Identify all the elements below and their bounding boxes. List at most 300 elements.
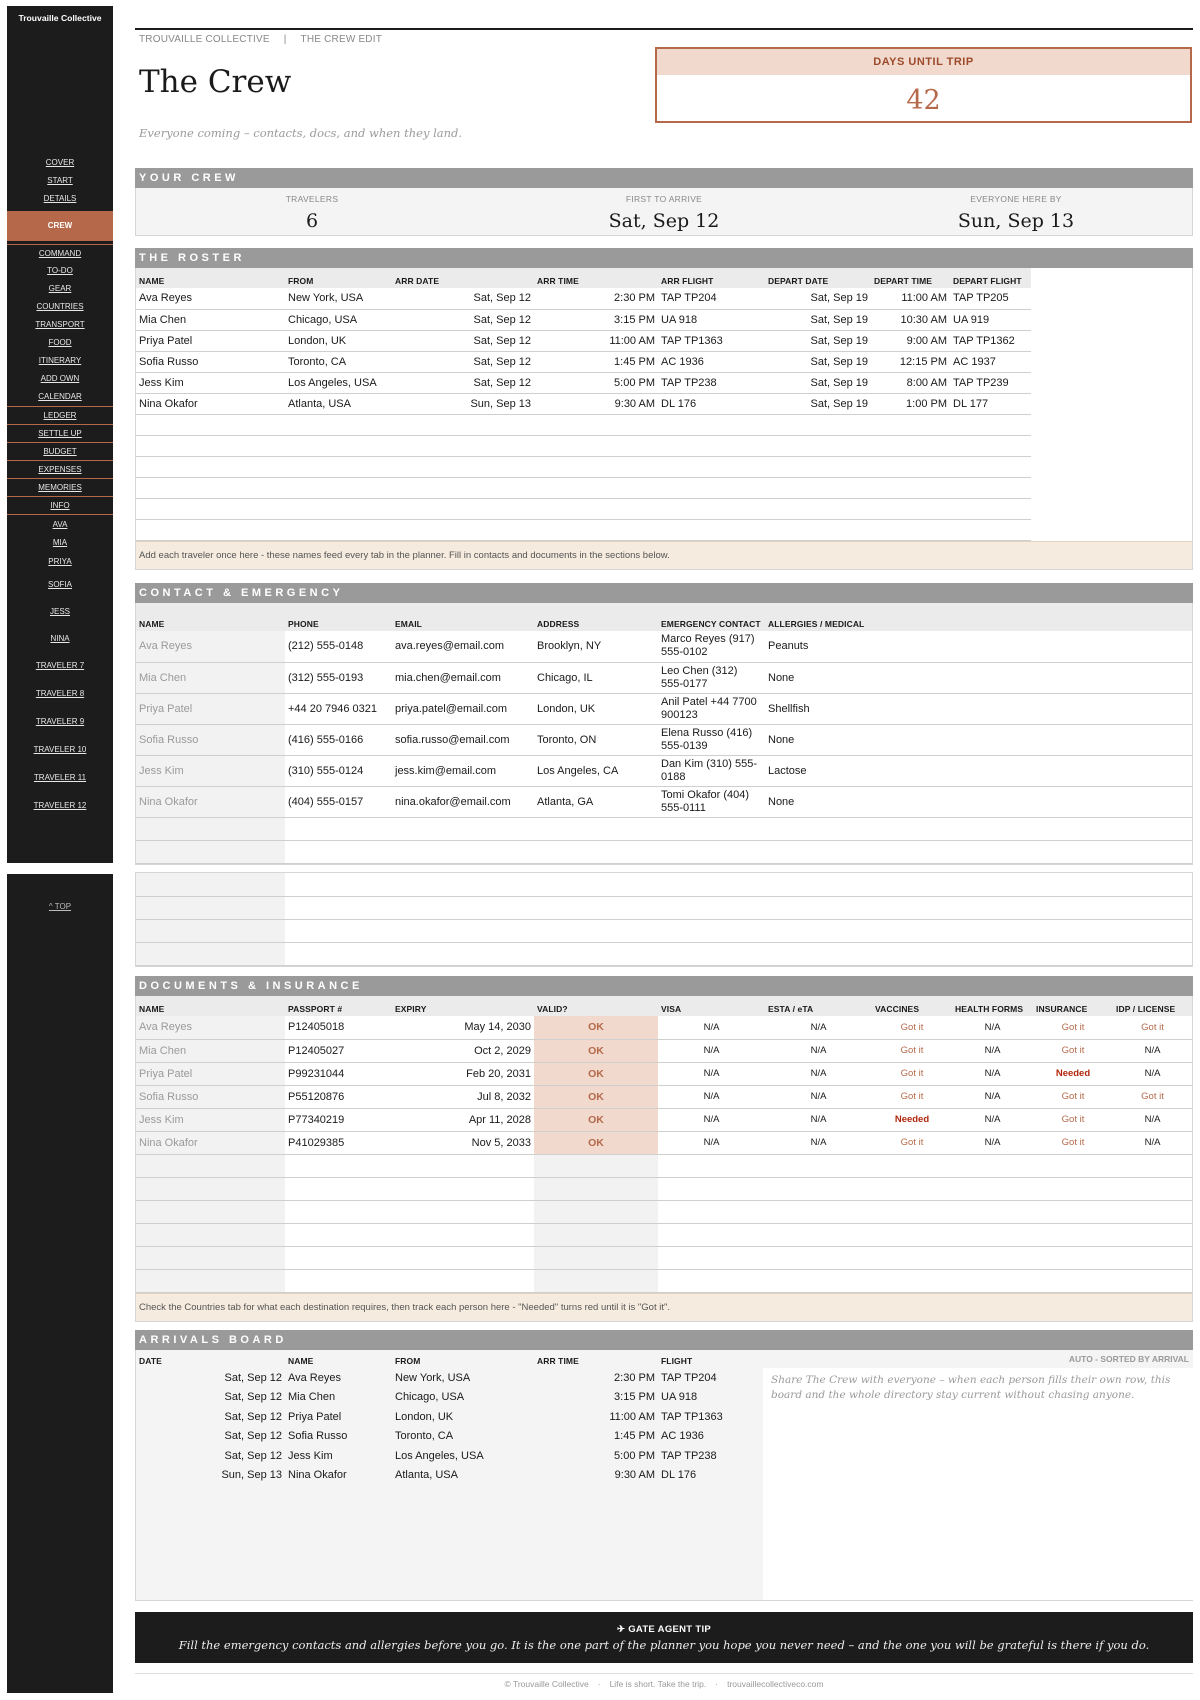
empty-cell[interactable] [658,414,765,435]
roster-cell-name[interactable]: Sofia Russo [136,351,285,372]
roster-cell-arr-date[interactable]: Sat, Sep 12 [392,288,534,309]
document-cell-esta-eta[interactable]: N/A [765,1085,872,1108]
empty-cell[interactable] [765,1223,872,1246]
roster-cell-arr-flight[interactable]: UA 918 [658,309,765,330]
contact-cell-allergies-medical[interactable]: Peanuts [765,631,1192,662]
empty-cell[interactable] [534,477,658,498]
nav-item-cover[interactable]: COVER [45,158,75,167]
document-cell-expiry[interactable]: Jul 8, 2032 [392,1085,534,1108]
empty-cell[interactable] [950,477,1031,498]
contact-cell-emergency-contact[interactable]: Marco Reyes (917) 555-0102 [658,631,765,662]
empty-cell[interactable] [1033,1223,1113,1246]
roster-cell-arr-flight[interactable]: TAP TP238 [658,372,765,393]
empty-cell[interactable] [136,477,285,498]
nav-item-add-own[interactable]: ADD OWN [40,374,80,383]
contact-cell-address[interactable]: Brooklyn, NY [534,631,658,662]
document-cell-expiry[interactable]: Oct 2, 2029 [392,1039,534,1062]
empty-cell[interactable] [285,817,392,840]
roster-cell-depart-time[interactable]: 8:00 AM [871,372,950,393]
roster-cell-from[interactable]: Los Angeles, USA [285,372,392,393]
document-cell-idp-license[interactable]: Got it [1113,1016,1192,1039]
roster-cell-depart-time[interactable]: 1:00 PM [871,393,950,414]
document-cell-passport[interactable]: P12405027 [285,1039,392,1062]
nav-item-traveler-10[interactable]: TRAVELER 10 [33,745,87,754]
empty-cell[interactable] [765,1177,872,1200]
empty-cell[interactable] [136,919,285,942]
contact-cell-phone[interactable]: (312) 555-0193 [285,662,392,693]
empty-cell[interactable] [952,1177,1033,1200]
empty-cell[interactable] [765,456,871,477]
document-cell-expiry[interactable]: May 14, 2030 [392,1016,534,1039]
empty-cell[interactable] [765,498,871,519]
empty-cell[interactable] [285,1246,392,1269]
empty-cell[interactable] [285,896,1192,919]
empty-row [136,477,1031,498]
roster-cell-depart-time[interactable]: 9:00 AM [871,330,950,351]
contact-cell-email[interactable]: mia.chen@email.com [392,662,534,693]
document-cell-idp-license[interactable]: N/A [1113,1131,1192,1154]
roster-cell-depart-flight[interactable]: UA 919 [950,309,1031,330]
empty-cell[interactable] [392,519,534,540]
document-cell-visa[interactable]: N/A [658,1085,765,1108]
roster-cell-arr-flight[interactable]: AC 1936 [658,351,765,372]
empty-cell[interactable] [1033,1177,1113,1200]
empty-cell[interactable] [285,414,392,435]
empty-cell[interactable] [872,1200,952,1223]
empty-cell[interactable] [136,1154,285,1177]
document-cell-esta-eta[interactable]: N/A [765,1131,872,1154]
empty-cell[interactable] [392,456,534,477]
table-row [136,1388,762,1408]
roster-cell-arr-time[interactable]: 5:00 PM [534,372,658,393]
empty-cell[interactable] [871,435,950,456]
contact-cell-allergies-medical[interactable]: None [765,662,1192,693]
empty-cell[interactable] [285,498,392,519]
nav-item-transport[interactable]: TRANSPORT [35,320,85,329]
nav-item-priya[interactable]: PRIYA [48,557,72,566]
contact-cell-phone[interactable]: (404) 555-0157 [285,786,392,817]
empty-cell[interactable] [534,519,658,540]
empty-cell[interactable] [871,498,950,519]
nav-item-info[interactable]: INFO [7,496,113,514]
empty-cell[interactable] [285,1200,392,1223]
nav-item-calendar[interactable]: CALENDAR [38,392,82,401]
contact-table-continued [136,873,1192,966]
empty-cell[interactable] [950,414,1031,435]
empty-cell[interactable] [534,1269,658,1292]
empty-cell[interactable] [285,919,1192,942]
empty-cell[interactable] [950,435,1031,456]
empty-cell[interactable] [392,1269,534,1292]
roster-cell-name[interactable]: Ava Reyes [136,288,285,309]
contact-cell-emergency-contact[interactable]: Leo Chen (312) 555-0177 [658,662,765,693]
contact-cell-allergies-medical[interactable]: Lactose [765,755,1192,786]
document-cell-vaccines[interactable]: Got it [872,1131,952,1154]
empty-cell[interactable] [658,435,765,456]
document-cell-insurance[interactable]: Got it [1033,1039,1113,1062]
empty-cell[interactable] [952,1154,1033,1177]
empty-cell[interactable] [871,477,950,498]
nav-item-details[interactable]: DETAILS [43,194,77,203]
roster-cell-from[interactable]: London, UK [285,330,392,351]
nav-item-food[interactable]: FOOD [48,338,72,347]
contact-cell-address[interactable]: Chicago, IL [534,662,658,693]
empty-cell[interactable] [285,1269,392,1292]
empty-cell[interactable] [765,840,1192,863]
roster-cell-arr-date[interactable]: Sat, Sep 12 [392,330,534,351]
empty-cell[interactable] [872,1154,952,1177]
contact-cell-email[interactable]: sofia.russo@email.com [392,724,534,755]
empty-cell[interactable] [136,1223,285,1246]
document-cell-valid[interactable]: OK [534,1062,658,1085]
nav-item-countries[interactable]: COUNTRIES [36,302,84,311]
roster-cell-arr-time[interactable]: 2:30 PM [534,288,658,309]
empty-cell[interactable] [950,498,1031,519]
roster-cell-arr-flight[interactable]: TAP TP204 [658,288,765,309]
contact-cell-email[interactable]: ava.reyes@email.com [392,631,534,662]
roster-cell-depart-flight[interactable]: DL 177 [950,393,1031,414]
roster-cell-depart-date[interactable]: Sat, Sep 19 [765,351,871,372]
empty-cell[interactable] [534,414,658,435]
contact-cell-phone[interactable]: (310) 555-0124 [285,755,392,786]
document-cell-vaccines[interactable]: Needed [872,1108,952,1131]
roster-cell-arr-date[interactable]: Sat, Sep 12 [392,372,534,393]
document-cell-idp-license[interactable]: Got it [1113,1085,1192,1108]
document-cell-vaccines[interactable]: Got it [872,1062,952,1085]
nav-item-ava[interactable]: AVA [7,514,113,533]
nav-item-settle-up[interactable]: SETTLE UP [7,424,113,442]
empty-cell[interactable] [658,519,765,540]
roster-cell-arr-date[interactable]: Sun, Sep 13 [392,393,534,414]
nav-item-budget[interactable]: BUDGET [7,442,113,460]
empty-row [136,456,1031,477]
empty-cell[interactable] [950,519,1031,540]
empty-cell[interactable] [136,1246,285,1269]
empty-cell[interactable] [534,1223,658,1246]
empty-cell[interactable] [392,1246,534,1269]
empty-cell[interactable] [392,1200,534,1223]
contact-cell-phone[interactable]: +44 20 7946 0321 [285,693,392,724]
empty-cell[interactable] [136,519,285,540]
nav-item-to-do[interactable]: TO-DO [47,266,73,275]
empty-cell[interactable] [136,942,285,965]
empty-cell[interactable] [1033,1269,1113,1292]
empty-cell[interactable] [136,1200,285,1223]
roster-cell-depart-flight[interactable]: AC 1937 [950,351,1031,372]
empty-cell[interactable] [1113,1200,1192,1223]
document-cell-vaccines[interactable]: Got it [872,1085,952,1108]
empty-cell[interactable] [392,435,534,456]
empty-cell[interactable] [765,435,871,456]
document-cell-insurance[interactable]: Needed [1033,1062,1113,1085]
empty-cell[interactable] [1113,1177,1192,1200]
document-cell-passport[interactable]: P41029385 [285,1131,392,1154]
empty-cell[interactable] [1033,1200,1113,1223]
table-row [136,288,1031,309]
contact-cell-email[interactable]: priya.patel@email.com [392,693,534,724]
empty-cell[interactable] [765,1246,872,1269]
empty-cell[interactable] [534,817,658,840]
contact-cell-allergies-medical[interactable]: Shellfish [765,693,1192,724]
contact-cell-emergency-contact[interactable]: Elena Russo (416) 555-0139 [658,724,765,755]
empty-cell[interactable] [136,840,285,863]
nav-item-ledger[interactable]: LEDGER [7,406,113,424]
nav-item-start[interactable]: START [47,176,73,185]
document-cell-idp-license[interactable]: N/A [1113,1039,1192,1062]
document-cell-insurance[interactable]: Got it [1033,1108,1113,1131]
empty-cell[interactable] [872,1223,952,1246]
empty-cell[interactable] [136,896,285,919]
empty-cell[interactable] [952,1269,1033,1292]
document-cell-health-forms[interactable]: N/A [952,1016,1033,1039]
empty-cell[interactable] [285,840,392,863]
roster-cell-name[interactable]: Jess Kim [136,372,285,393]
contact-cell-phone[interactable]: (212) 555-0148 [285,631,392,662]
roster-cell-depart-flight[interactable]: TAP TP205 [950,288,1031,309]
empty-cell[interactable] [872,1177,952,1200]
empty-cell[interactable] [392,1154,534,1177]
empty-cell[interactable] [658,840,765,863]
document-cell-health-forms[interactable]: N/A [952,1131,1033,1154]
roster-cell-arr-flight[interactable]: DL 176 [658,393,765,414]
empty-cell[interactable] [658,817,765,840]
empty-cell[interactable] [534,456,658,477]
nav-item-sofia[interactable]: SOFIA [47,580,72,589]
empty-cell[interactable] [658,1200,765,1223]
roster-cell-depart-date[interactable]: Sat, Sep 19 [765,393,871,414]
roster-cell-from[interactable]: Chicago, USA [285,309,392,330]
empty-cell[interactable] [765,1200,872,1223]
arrival-cell-flight: UA 918 [661,1391,698,1404]
roster-cell-name[interactable]: Mia Chen [136,309,285,330]
document-cell-passport[interactable]: P55120876 [285,1085,392,1108]
roster-cell-depart-date[interactable]: Sat, Sep 19 [765,288,871,309]
roster-cell-depart-date[interactable]: Sat, Sep 19 [765,372,871,393]
roster-cell-depart-time[interactable]: 12:15 PM [871,351,950,372]
document-cell-health-forms[interactable]: N/A [952,1108,1033,1131]
document-cell-idp-license[interactable]: N/A [1113,1108,1192,1131]
contact-cell-emergency-contact[interactable]: Tomi Okafor (404) 555-0111 [658,786,765,817]
roster-cell-from[interactable]: New York, USA [285,288,392,309]
empty-cell[interactable] [765,1269,872,1292]
roster-cell-arr-time[interactable]: 1:45 PM [534,351,658,372]
empty-cell[interactable] [285,1223,392,1246]
empty-cell[interactable] [285,435,392,456]
empty-cell[interactable] [534,1200,658,1223]
roster-cell-arr-flight[interactable]: TAP TP1363 [658,330,765,351]
roster-cell-from[interactable]: Toronto, CA [285,351,392,372]
empty-cell[interactable] [765,414,871,435]
empty-cell[interactable] [136,817,285,840]
empty-cell[interactable] [136,498,285,519]
roster-cell-arr-time[interactable]: 9:30 AM [534,393,658,414]
contact-cell-email[interactable]: jess.kim@email.com [392,755,534,786]
contact-cell-name: Jess Kim [136,755,285,786]
nav-item-traveler-9[interactable]: TRAVELER 9 [35,717,85,726]
document-cell-health-forms[interactable]: N/A [952,1062,1033,1085]
empty-cell[interactable] [534,1177,658,1200]
document-cell-esta-eta[interactable]: N/A [765,1016,872,1039]
empty-cell[interactable] [285,873,1192,896]
copyright-site: trouvaillecollectiveco.com [727,1679,824,1689]
empty-cell[interactable] [658,1154,765,1177]
empty-cell[interactable] [1113,1269,1192,1292]
empty-cell[interactable] [392,414,534,435]
empty-cell[interactable] [392,817,534,840]
empty-cell[interactable] [872,1269,952,1292]
document-cell-insurance[interactable]: Got it [1033,1085,1113,1108]
nav-item-memories[interactable]: MEMORIES [7,478,113,496]
document-cell-valid[interactable]: OK [534,1016,658,1039]
roster-cell-arr-time[interactable]: 11:00 AM [534,330,658,351]
document-cell-valid[interactable]: OK [534,1085,658,1108]
empty-cell[interactable] [871,519,950,540]
document-cell-visa[interactable]: N/A [658,1039,765,1062]
empty-cell[interactable] [136,1177,285,1200]
roster-cell-depart-time[interactable]: 10:30 AM [871,309,950,330]
roster-cell-depart-date[interactable]: Sat, Sep 19 [765,330,871,351]
empty-cell[interactable] [534,840,658,863]
document-cell-expiry[interactable]: Apr 11, 2028 [392,1108,534,1131]
document-cell-esta-eta[interactable]: N/A [765,1108,872,1131]
contact-cell-emergency-contact[interactable]: Dan Kim (310) 555-0188 [658,755,765,786]
empty-cell[interactable] [658,456,765,477]
document-cell-visa[interactable]: N/A [658,1016,765,1039]
empty-cell[interactable] [952,1246,1033,1269]
empty-cell[interactable] [872,1246,952,1269]
empty-cell[interactable] [285,942,1192,965]
document-cell-idp-license[interactable]: N/A [1113,1062,1192,1085]
document-cell-health-forms[interactable]: N/A [952,1085,1033,1108]
roster-cell-depart-time[interactable]: 11:00 AM [871,288,950,309]
empty-cell[interactable] [285,1177,392,1200]
document-cell-expiry[interactable]: Nov 5, 2033 [392,1131,534,1154]
document-cell-valid[interactable]: OK [534,1039,658,1062]
empty-cell[interactable] [1033,1246,1113,1269]
roster-cell-from[interactable]: Atlanta, USA [285,393,392,414]
contact-cell-address[interactable]: Toronto, ON [534,724,658,755]
empty-cell[interactable] [871,456,950,477]
document-cell-esta-eta[interactable]: N/A [765,1062,872,1085]
nav-item-itinerary[interactable]: ITINERARY [38,356,82,365]
document-cell-vaccines[interactable]: Got it [872,1016,952,1039]
document-cell-esta-eta[interactable]: N/A [765,1039,872,1062]
nav-item-traveler-8[interactable]: TRAVELER 8 [35,689,85,698]
document-cell-passport[interactable]: P12405018 [285,1016,392,1039]
document-cell-insurance[interactable]: Got it [1033,1016,1113,1039]
empty-cell[interactable] [871,414,950,435]
empty-cell[interactable] [534,435,658,456]
nav-item-traveler-11[interactable]: TRAVELER 11 [33,773,87,782]
empty-cell[interactable] [534,1246,658,1269]
nav-item-expenses[interactable]: EXPENSES [7,460,113,478]
nav-item-traveler-7[interactable]: TRAVELER 7 [35,661,85,670]
contact-cell-email[interactable]: nina.okafor@email.com [392,786,534,817]
empty-cell[interactable] [950,456,1031,477]
document-cell-passport[interactable]: P99231044 [285,1062,392,1085]
empty-cell[interactable] [658,1269,765,1292]
document-cell-visa[interactable]: N/A [658,1062,765,1085]
empty-cell[interactable] [765,1154,872,1177]
empty-cell[interactable] [136,1269,285,1292]
contact-cell-address[interactable]: Los Angeles, CA [534,755,658,786]
empty-cell[interactable] [392,498,534,519]
document-cell-valid[interactable]: OK [534,1108,658,1131]
nav-item-command[interactable]: COMMAND [7,244,113,262]
empty-cell[interactable] [285,1154,392,1177]
empty-cell[interactable] [1113,1246,1192,1269]
document-cell-insurance[interactable]: Got it [1033,1131,1113,1154]
nav-item-mia[interactable]: MIA [52,538,68,547]
document-cell-expiry[interactable]: Feb 20, 2031 [392,1062,534,1085]
document-cell-visa[interactable]: N/A [658,1108,765,1131]
contact-cell-allergies-medical[interactable]: None [765,724,1192,755]
empty-cell[interactable] [658,1177,765,1200]
nav-item-jess[interactable]: JESS [49,607,70,616]
empty-cell[interactable] [285,519,392,540]
empty-cell[interactable] [765,519,871,540]
empty-cell[interactable] [952,1200,1033,1223]
empty-cell[interactable] [392,1223,534,1246]
contact-cell-phone[interactable]: (416) 555-0166 [285,724,392,755]
document-cell-visa[interactable]: N/A [658,1131,765,1154]
empty-cell[interactable] [1113,1223,1192,1246]
empty-cell[interactable] [136,873,285,896]
document-cell-vaccines[interactable]: Got it [872,1039,952,1062]
contact-cell-allergies-medical[interactable]: None [765,786,1192,817]
document-cell-passport[interactable]: P77340219 [285,1108,392,1131]
roster-cell-name[interactable]: Priya Patel [136,330,285,351]
empty-cell[interactable] [136,435,285,456]
empty-cell[interactable] [1113,1154,1192,1177]
nav-item-gear[interactable]: GEAR [48,284,72,293]
roster-cell-arr-date[interactable]: Sat, Sep 12 [392,309,534,330]
nav-item-nina[interactable]: NINA [50,634,70,643]
back-to-top-link[interactable]: ^ TOP [48,902,72,911]
empty-cell[interactable] [392,840,534,863]
contact-cell-emergency-contact[interactable]: Anil Patel +44 7700 900123 [658,693,765,724]
empty-cell[interactable] [765,817,1192,840]
contact-cell-address[interactable]: Atlanta, GA [534,786,658,817]
empty-cell[interactable] [285,477,392,498]
nav-item-crew[interactable]: CREW [7,211,113,241]
roster-cell-name[interactable]: Nina Okafor [136,393,285,414]
empty-cell[interactable] [392,477,534,498]
contact-cell-address[interactable]: London, UK [534,693,658,724]
empty-cell[interactable] [658,477,765,498]
empty-cell[interactable] [658,1223,765,1246]
roster-cell-depart-flight[interactable]: TAP TP1362 [950,330,1031,351]
empty-cell[interactable] [658,1246,765,1269]
empty-cell[interactable] [392,1177,534,1200]
empty-cell[interactable] [534,1154,658,1177]
empty-cell[interactable] [658,498,765,519]
document-cell-valid[interactable]: OK [534,1131,658,1154]
empty-cell[interactable] [1033,1154,1113,1177]
document-cell-health-forms[interactable]: N/A [952,1039,1033,1062]
empty-cell[interactable] [765,477,871,498]
empty-cell[interactable] [952,1223,1033,1246]
roster-cell-arr-date[interactable]: Sat, Sep 12 [392,351,534,372]
nav-item-traveler-12[interactable]: TRAVELER 12 [33,801,87,810]
empty-cell[interactable] [285,456,392,477]
roster-cell-depart-date[interactable]: Sat, Sep 19 [765,309,871,330]
empty-cell[interactable] [534,498,658,519]
roster-cell-arr-time[interactable]: 3:15 PM [534,309,658,330]
empty-cell[interactable] [136,414,285,435]
empty-cell[interactable] [136,456,285,477]
roster-cell-depart-flight[interactable]: TAP TP239 [950,372,1031,393]
